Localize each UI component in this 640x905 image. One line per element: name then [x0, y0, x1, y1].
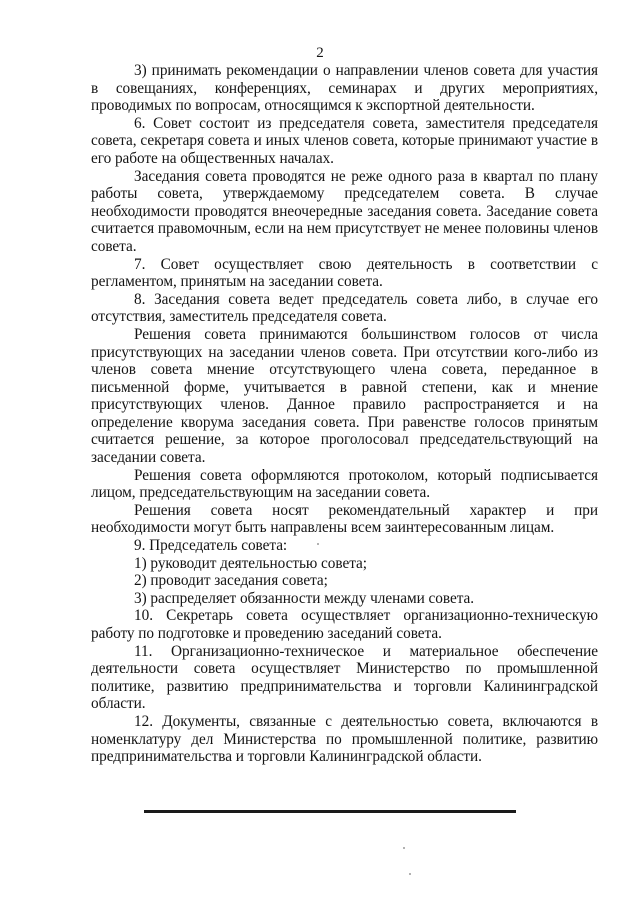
paragraph-section-9-item-2: 2) проводит заседания совета; [134, 572, 328, 590]
paragraph-section-6: 6. Совет состоит из председателя совета, заместителя председателя совета, секретаря совета и иных членов совета, которые принимают участие в его работе на общественных началах. [91, 114, 598, 167]
paragraph-protocol: Решения совета оформляются протоколом, который подписывается лицом, председательствующим на заседании совета. [91, 466, 598, 502]
paragraph-section-12: 12. Документы, связанные с деятельностью совета, включаются в номенклатуру дел Министерства по промышленной политике, развитию предпринимательства и торговли Калининградской области. [91, 712, 598, 766]
paragraph-meetings-schedule: Заседания совета проводятся не реже одного раза в квартал по плану работы совета, утверждаемому председателем совета. В случае необходимости проводятся внеочередные заседания совета. Заседание совета считается правомочным, если на нем присутствует не менее половины членов совета. [91, 167, 598, 255]
paragraph-section-10: 10. Секретарь совета осуществляет организационно-техническую работу по подготовке и проведению заседаний совета. [91, 607, 598, 642]
paragraph-section-7: 7. Совет осуществляет свою деятельность в соответствии с регламентом, принятым на заседании совета. [91, 255, 598, 291]
paragraph-section-9-item-3: 3) распределяет обязанности между членами совета. [134, 589, 475, 607]
scan-speck [409, 873, 411, 875]
paragraph-voting-rules: Решения совета принимаются большинством голосов от числа присутствующих на заседании членов совета. При отсутствии кого-либо из членов совета мнение отсутствующего члена совета, переданное в письменной форме, учитывается в равной степени, как и мнение присутствующих членов. Данное правило распространяется и на определение кворума заседания совета. При равенстве голосов принятым считается решение, за которое проголосовал председательствующий на заседании совета. [91, 325, 598, 467]
document-body [91, 62, 598, 766]
end-of-document-rule [144, 810, 516, 813]
paragraph-section-9-item-1: 1) руководит деятельностью совета; [134, 554, 367, 572]
paragraph-recommendations: Решения совета носят рекомендательный характер и при необходимости могут быть направлены всем заинтересованным лицам. [91, 501, 598, 537]
paragraph-section-11: 11. Организационно-техническое и материальное обеспечение деятельности совета осуществляет Министерство по промышленной политике, развитию предпринимательства и торговли Калининградской области. [91, 642, 598, 713]
page-number: 2 [316, 45, 324, 61]
paragraph-section-9: 9. Председатель совета: [134, 537, 288, 555]
scan-speck [403, 847, 405, 849]
paragraph-section-8: 8. Заседания совета ведет председатель совета либо, в случае его отсутствия, заместитель председателя совета. [91, 290, 598, 326]
paragraph-item-3: 3) принимать рекомендации о направлении членов совета для участия в совещаниях, конференциях, семинарах и других мероприятиях, проводимых по вопросам, относящимся к экспортной деятельности. [91, 62, 598, 115]
scan-speck [317, 543, 319, 545]
